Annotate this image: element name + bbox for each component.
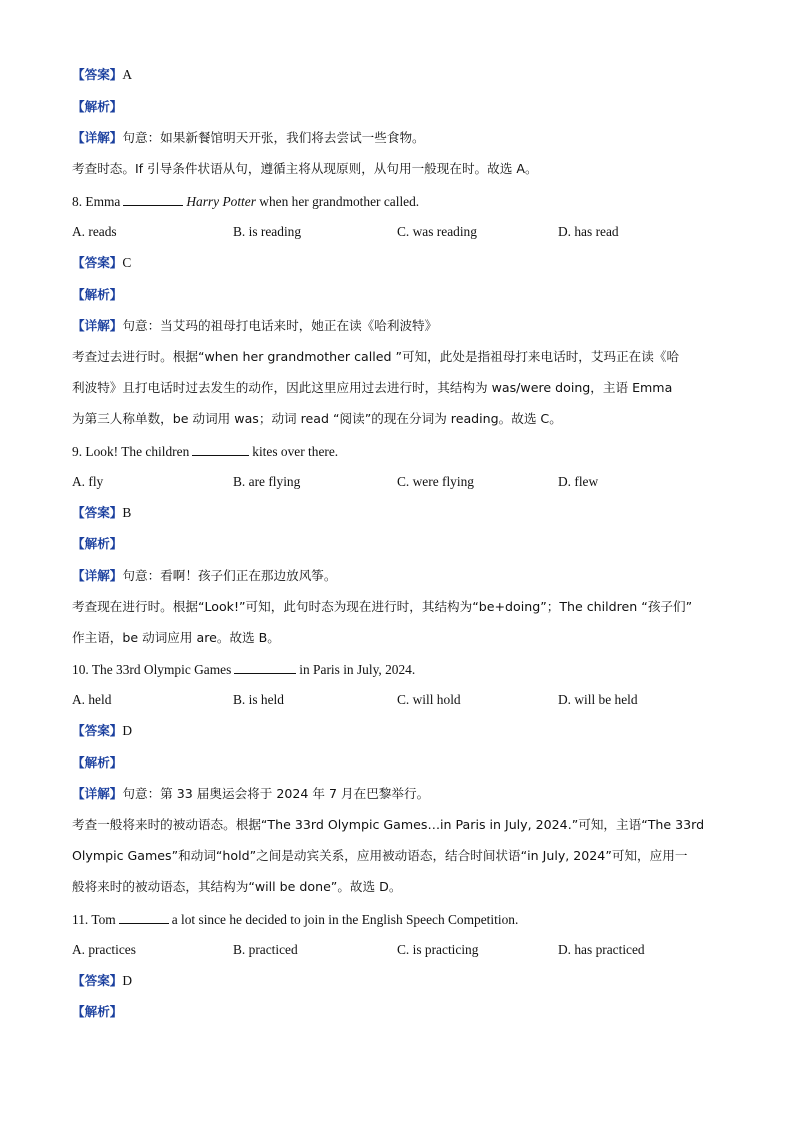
answer-value: B	[122, 505, 132, 520]
detail-text: 句意：看啊！孩子们正在那边放风筝。	[122, 568, 337, 583]
q9-explain-line-1: 考查现在进行时。根据“Look!”可知，此句时态为现在进行时，其结构为“be+doing”；The children “孩子们”	[72, 599, 693, 614]
q9-explain-line-2: 作主语，be 动词应用 are。故选 B。	[72, 630, 280, 645]
q10-detail	[72, 785, 429, 803]
option-b: B. is reading	[233, 224, 302, 239]
q11-stem	[72, 910, 518, 929]
answer-blank	[119, 910, 169, 924]
answer-value: A	[122, 67, 133, 82]
q11-options	[72, 941, 732, 959]
detail-label: 【详解】	[72, 786, 123, 801]
answer-blank	[192, 442, 249, 456]
stem-start: 11. Tom	[72, 912, 116, 927]
stem-end: in Paris in July, 2024.	[299, 662, 416, 677]
q9-answer	[72, 504, 131, 522]
answer-label: 【答案】	[72, 723, 123, 738]
option-a: A. practices	[72, 942, 136, 957]
option-d: D. has practiced	[558, 942, 645, 957]
stem-end: when her grandmother called.	[259, 194, 420, 209]
detail-text: 句意：当艾玛的祖母打电话来时，她正在读《哈利波特》	[122, 318, 438, 333]
q8-answer	[72, 254, 131, 272]
q9-detail	[72, 567, 336, 585]
q8-options	[72, 223, 732, 241]
q8-explain-line-3: 为第三人称单数，be 动词用 was；动词 read “阅读”的现在分词为 reading。故选 C。	[72, 411, 562, 426]
q8-explain-line-2: 利波特》且打电话时过去发生的动作，因此这里应用过去进行时，其结构为 was/were doing，主语 Emma	[72, 380, 673, 395]
answer-label: 【答案】	[72, 505, 123, 520]
answer-label: 【答案】	[72, 67, 123, 82]
analysis-label: 【解析】	[72, 99, 123, 114]
stem-start: 9. Look! The children	[72, 444, 190, 459]
option-c: C. is practicing	[397, 942, 479, 957]
option-d: D. flew	[558, 474, 599, 489]
q7-answer	[72, 66, 132, 84]
q7-detail	[72, 129, 425, 147]
analysis-label: 【解析】	[72, 755, 123, 770]
q10-answer	[72, 722, 132, 740]
option-d: D. has read	[558, 224, 619, 239]
stem-end: kites over there.	[252, 444, 339, 459]
option-c: C. was reading	[397, 224, 477, 239]
detail-label: 【详解】	[72, 568, 123, 583]
q9-options	[72, 473, 732, 491]
answer-blank	[234, 660, 296, 674]
option-b: B. practiced	[233, 942, 298, 957]
option-b: B. are flying	[233, 474, 301, 489]
q10-explain-line-2: Olympic Games”和动词“hold”之间是动宾关系，应用被动语态，结合时间状语“in July, 2024”可知，应用一	[72, 848, 688, 863]
q9-stem	[72, 442, 338, 461]
answer-value: D	[122, 723, 133, 738]
answer-label: 【答案】	[72, 255, 123, 270]
detail-label: 【详解】	[72, 130, 123, 145]
q8-explain-line-1: 考查过去进行时。根据“when her grandmother called ”可知，此处是指祖母打来电话时，艾玛正在读《哈	[72, 349, 680, 364]
stem-italic: Harry Potter	[186, 194, 256, 209]
option-d: D. will be held	[558, 692, 638, 707]
q8-analysis	[72, 286, 122, 304]
detail-text: 句意：第 33 届奥运会将于 2024 年 7 月在巴黎举行。	[122, 786, 430, 801]
answer-blank	[123, 192, 183, 206]
q9-analysis	[72, 535, 122, 553]
option-c: C. were flying	[397, 474, 474, 489]
answer-value: C	[122, 255, 132, 270]
answer-value: D	[122, 973, 133, 988]
q11-analysis	[72, 1003, 122, 1021]
stem-start: 8. Emma	[72, 194, 121, 209]
option-a: A. held	[72, 692, 112, 707]
option-a: A. fly	[72, 474, 104, 489]
q8-stem	[72, 192, 419, 211]
q11-answer	[72, 972, 132, 990]
option-a: A. reads	[72, 224, 117, 239]
option-c: C. will hold	[397, 692, 461, 707]
detail-text: 句意：如果新餐馆明天开张，我们将去尝试一些食物。	[122, 130, 425, 145]
q8-detail	[72, 317, 437, 335]
q10-options	[72, 691, 732, 709]
analysis-label: 【解析】	[72, 287, 123, 302]
q10-explain-line-1: 考查一般将来时的被动语态。根据“The 33rd Olympic Games…in Paris in July, 2024.”可知，主语“The 33rd	[72, 817, 705, 832]
stem-start: 10. The 33rd Olympic Games	[72, 662, 232, 677]
q7-explain: 考查时态。If 引导条件状语从句，遵循主将从现原则，从句用一般现在时。故选 A。	[72, 161, 538, 176]
detail-label: 【详解】	[72, 318, 123, 333]
analysis-label: 【解析】	[72, 536, 123, 551]
answer-label: 【答案】	[72, 973, 123, 988]
q10-analysis	[72, 754, 122, 772]
option-b: B. is held	[233, 692, 284, 707]
q10-explain-line-3: 般将来时的被动语态，其结构为“will be done”。故选 D。	[72, 879, 402, 894]
analysis-label: 【解析】	[72, 1004, 123, 1019]
q7-analysis	[72, 98, 122, 116]
q10-stem	[72, 660, 415, 679]
stem-end: a lot since he decided to join in the English Speech Competition.	[171, 912, 519, 927]
